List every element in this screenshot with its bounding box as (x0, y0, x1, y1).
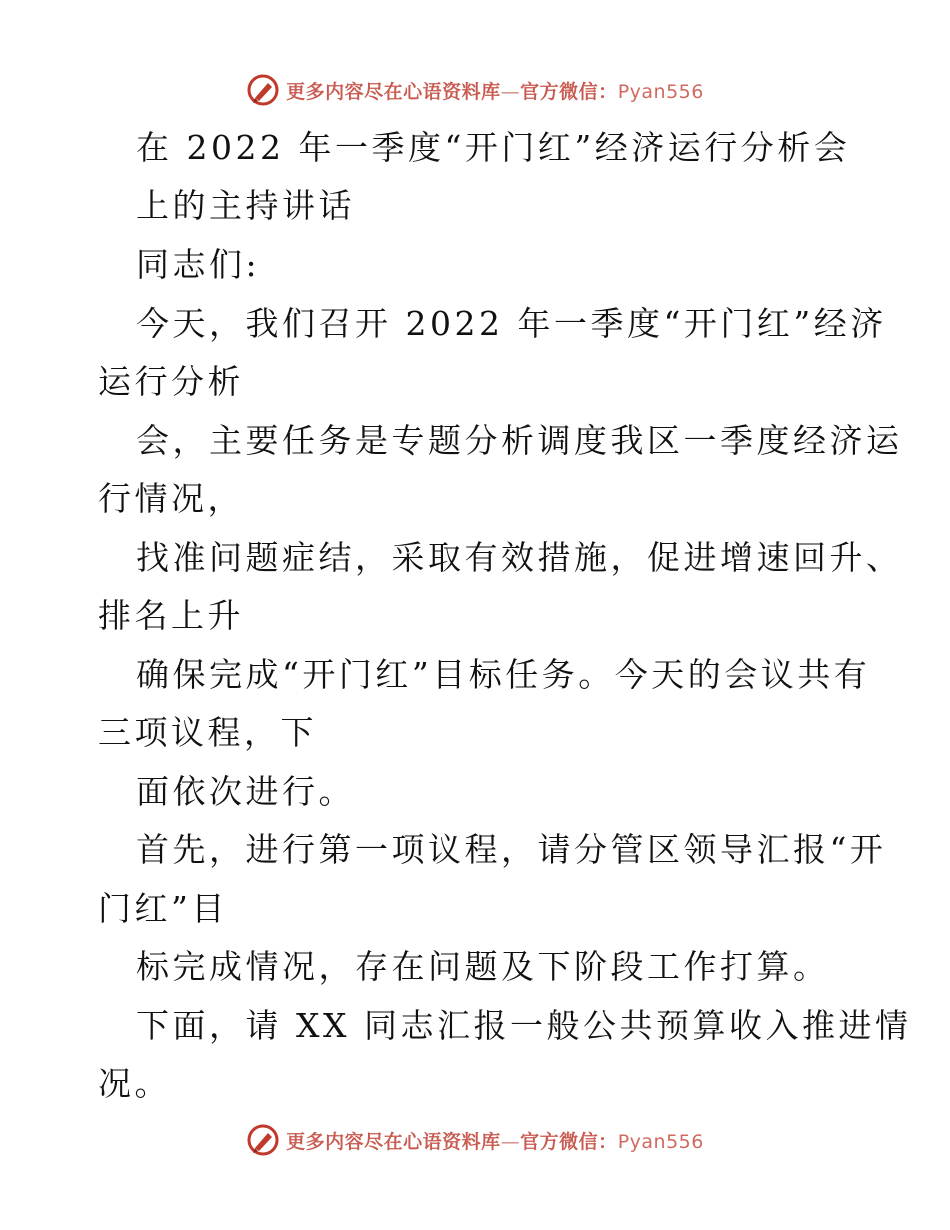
paragraph-line: 门红”目 (98, 889, 228, 928)
paragraph-line: 下面，请 XX 同志汇报一般公共预算收入推进情 (136, 1006, 912, 1045)
salutation: 同志们: (136, 245, 261, 284)
paragraph-line: 标完成情况，存在问题及下阶段工作打算。 (136, 947, 830, 986)
header-watermark (0, 70, 950, 110)
paragraph-line: 确保完成“开门红”目标任务。今天的会议共有 (136, 655, 871, 694)
watermark-text: 更多内容尽在心语资料库—官方微信：Pyan556 (286, 80, 704, 103)
paragraph-line: 面依次进行。 (136, 772, 355, 811)
paragraph-line: 找准问题症结，采取有效措施，促进增速回升、 (136, 538, 903, 577)
paragraph-line: 运行分析 (98, 362, 244, 401)
pen-logo-icon (246, 1123, 280, 1157)
paragraph-line: 今天，我们召开 2022 年一季度“开门红”经济 (136, 304, 887, 343)
title-line-2: 上的主持讲话 (136, 186, 355, 225)
footer-watermark (0, 1120, 950, 1160)
watermark-text: 更多内容尽在心语资料库—官方微信：Pyan556 (286, 1130, 704, 1153)
pen-logo-icon (246, 73, 280, 107)
title-line-1: 在 2022 年一季度“开门红”经济运行分析会 (136, 128, 851, 167)
paragraph-line: 会，主要任务是专题分析调度我区一季度经济运 (136, 421, 903, 460)
paragraph-line: 排名上升 (98, 596, 244, 635)
paragraph-line: 况。 (98, 1064, 171, 1103)
paragraph-line: 首先，进行第一项议程，请分管区领导汇报“开 (136, 830, 887, 869)
paragraph-line: 三项议程，下 (98, 713, 317, 752)
paragraph-line: 行情况， (98, 479, 244, 518)
